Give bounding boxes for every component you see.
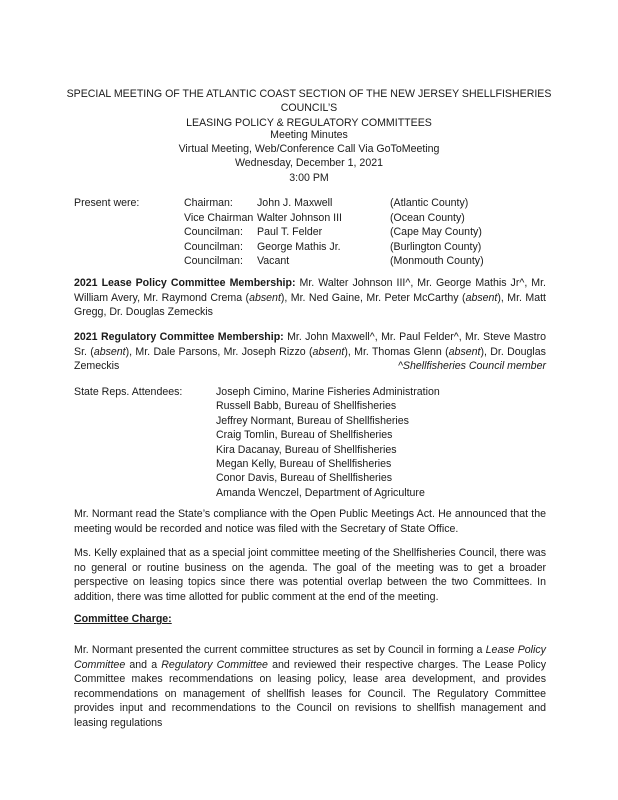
- meeting-info: [60, 128, 558, 185]
- title-line-1: SPECIAL MEETING OF THE ATLANTIC COAST SECTION OF THE NEW JERSEY SHELLFISHERIES COUNCIL’S: [66, 88, 552, 115]
- document-title: [60, 87, 558, 130]
- member-county: (Burlington County): [390, 240, 482, 253]
- member-role: Councilman:: [184, 226, 243, 239]
- regulatory-committee-heading: 2021 Regulatory Committee Membership:: [74, 331, 284, 343]
- member-county: (Monmouth County): [390, 255, 484, 268]
- attendee: Megan Kelly, Bureau of Shellfisheries: [216, 458, 392, 471]
- present-label: Present were:: [74, 197, 140, 209]
- member-role: Vice Chairman: [184, 211, 254, 224]
- attendee: Kira Dacanay, Bureau of Shellfisheries: [216, 443, 397, 456]
- council-member-note: ^Shellfisheries Council member: [397, 360, 546, 372]
- attendee: Joseph Cimino, Marine Fisheries Administration: [216, 386, 440, 398]
- attendee: Amanda Wenczel, Department of Agriculture: [216, 486, 425, 499]
- attendee: Jeffrey Normant, Bureau of Shellfisheries: [216, 414, 409, 427]
- title-line-2: LEASING POLICY & REGULATORY COMMITTEES: [186, 116, 432, 129]
- attendee: Craig Tomlin, Bureau of Shellfisheries: [216, 429, 393, 442]
- lease-committee-paragraph: 2021 Lease Policy Committee Membership: Mr. Walter Johnson III^, Mr. George Mathis Jr^, Mr. William Avery, Mr. Raymond Crema (absent), Mr. Ned Gaine, Mr. Peter McCarthy (absent), Mr. Matt Gregg, Dr. Douglas Zemeckis: [74, 277, 547, 319]
- member-county: (Ocean County): [390, 211, 465, 224]
- attendee: Conor Davis, Bureau of Shellfisheries: [216, 472, 393, 485]
- kelly-paragraph: Ms. Kelly explained that as a special joint committee meeting of the Shellfisheries Council, there was no general or routine business on the agenda. The goal of the meeting was to get a broader perspective on leasing topics since there was potential overlap between the two Committees. In addition, there was time allotted for public comment at the end of the meeting.: [74, 547, 546, 603]
- regulatory-committee-paragraph: 2021 Regulatory Committee Membership: Mr. John Maxwell^, Mr. Paul Felder^, Mr. Steve Mastro Sr. (absent), Mr. Dale Parsons, Mr. Joseph Rizzo (absent), Mr. Thomas Glenn (absent), Dr. Douglas Zemeckis: [74, 331, 546, 373]
- member-county: (Atlantic County): [390, 197, 469, 209]
- member-name: Walter Johnson III: [257, 211, 342, 224]
- member-role: Councilman:: [184, 255, 243, 268]
- state-reps-list: [216, 385, 440, 500]
- member-name: Vacant: [257, 255, 290, 268]
- committee-charge-paragraph: Mr. Normant presented the current committee structures as set by Council in forming a Lease Policy Committee and a Regulatory Committee and reviewed their respective charges. The Lease Policy Committee makes recommendations on leasing policy, lease area development, and provides recommendations on management of shellfish leases for Council. The Regulatory Committee provides input and recommendations to the Council on revisions to shellfish management and leasing regulations: [74, 644, 547, 729]
- attendee: Russell Babb, Bureau of Shellfisheries: [216, 400, 397, 413]
- member-name: John J. Maxwell: [257, 197, 333, 209]
- member-role: Chairman:: [184, 197, 233, 209]
- state-reps-label: State Reps. Attendees:: [74, 386, 183, 398]
- member-role: Councilman:: [184, 240, 243, 253]
- meeting-format: Virtual Meeting, Web/Conference Call Via GoToMeeting: [178, 143, 440, 156]
- committee-charge-heading: Committee Charge:: [74, 613, 172, 625]
- meeting-heading: Meeting Minutes: [270, 129, 348, 141]
- meeting-time: 3:00 PM: [289, 171, 329, 184]
- member-name: Paul T. Felder: [257, 226, 323, 239]
- meeting-date: Wednesday, December 1, 2021: [234, 157, 383, 170]
- member-county: (Cape May County): [390, 226, 482, 239]
- member-name: George Mathis Jr.: [257, 240, 341, 253]
- lease-committee-heading: 2021 Lease Policy Committee Membership:: [74, 277, 296, 289]
- opma-paragraph: Mr. Normant read the State’s compliance with the Open Public Meetings Act. He announced that the meeting would be recorded and notice was filed with the Secretary of State Office.: [74, 508, 546, 535]
